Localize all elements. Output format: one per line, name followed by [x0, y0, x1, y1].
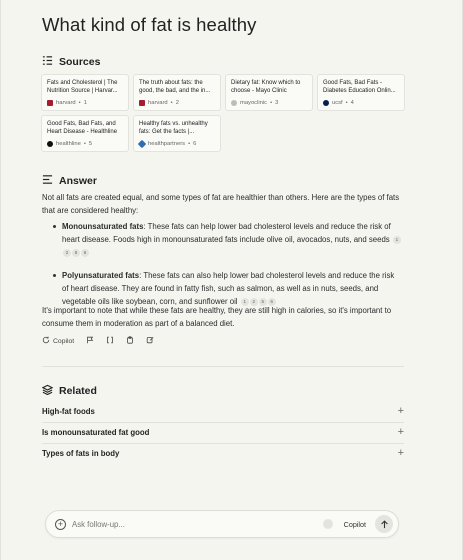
source-number: 4 [350, 100, 354, 106]
bullet-term: Polyunsaturated fats [62, 271, 140, 280]
clipboard-icon[interactable] [126, 336, 134, 346]
copilot-toggle[interactable] [323, 519, 333, 529]
related-item[interactable] [42, 442, 404, 464]
edit-icon[interactable] [146, 336, 154, 346]
layers-icon [42, 384, 53, 398]
ucsf-favicon-icon [323, 100, 329, 106]
add-attachment-icon[interactable]: + [55, 519, 66, 530]
harvard-favicon-icon [47, 100, 53, 106]
related-item[interactable] [42, 421, 404, 443]
related-item-label: Is monounsaturated fat good [42, 427, 150, 437]
healthpartners-favicon-icon [138, 140, 146, 148]
citation-badge[interactable]: 2 [250, 298, 258, 306]
source-card[interactable] [41, 115, 129, 152]
source-title: Healthy fats vs. unhealthy fats: Get the facts |... [139, 121, 208, 135]
source-site: healthpartners [148, 141, 186, 147]
answer-icon [42, 174, 53, 188]
refresh-icon [42, 336, 50, 346]
source-card[interactable] [317, 74, 405, 111]
arrow-up-icon [380, 520, 389, 529]
answer-heading [42, 174, 97, 188]
section-divider [42, 366, 404, 367]
source-number: 6 [193, 141, 197, 147]
bullet-term: Monounsaturated fats [62, 222, 144, 231]
answer-outro: It's important to note that while these fats are healthy, they are still high in calories, so it's important to consume them in moderation as part of a balanced diet. [42, 306, 392, 328]
answer-bullets [53, 220, 401, 308]
brackets-icon[interactable] [106, 336, 114, 346]
citation-badge[interactable]: 2 [63, 249, 71, 257]
flag-icon[interactable] [86, 336, 94, 346]
sources-icon [42, 55, 53, 69]
source-site: mayoclinic [240, 100, 268, 106]
source-number: 1 [83, 100, 87, 106]
related-item[interactable] [42, 400, 404, 422]
source-title: The truth about fats: the good, the bad, and the in... [139, 80, 211, 94]
ask-followup-input[interactable]: Ask follow-up... [72, 519, 125, 529]
citation-badge[interactable]: 5 [259, 298, 267, 306]
harvard-favicon-icon [139, 100, 145, 106]
citation-badge[interactable]: 6 [268, 298, 276, 306]
answer-intro: Not all fats are created equal, and some types of fat are healthier than others. Here are the types of fats that are considered healthy: [42, 193, 400, 215]
source-card[interactable] [133, 74, 221, 111]
citation-badge[interactable]: 1 [393, 236, 401, 244]
source-number: 5 [88, 141, 93, 147]
ask-followup-bar [45, 510, 399, 538]
plus-icon: + [397, 426, 404, 438]
answer-actions [42, 336, 154, 346]
sources-heading [42, 55, 100, 69]
citation-badge[interactable]: 5 [72, 249, 80, 257]
source-meta: healthpartners • 6 [139, 141, 215, 147]
source-meta: mayoclinic • 3 [231, 100, 307, 106]
plus-icon: + [397, 447, 404, 459]
answer-bullet [53, 220, 401, 259]
related-heading-label: Related [59, 385, 97, 397]
source-card[interactable] [225, 74, 313, 111]
answer-heading-label: Answer [59, 175, 97, 187]
bullet-text: : These fats can help lower bad cholesterol levels and reduce the risk of heart disease. Foods high in monounsaturated fats include olive oil, avocados, nuts, and seeds [62, 222, 391, 244]
healthline-favicon-icon [47, 141, 53, 147]
copilot-toggle-label: Copilot [343, 519, 366, 529]
source-title: Fats and Cholesterol | The Nutrition Source | Harvar... [47, 80, 118, 94]
sources-grid [41, 74, 405, 152]
citation-badge[interactable]: 6 [81, 249, 89, 257]
source-number: 3 [275, 100, 279, 106]
source-site: ucsf [332, 100, 343, 106]
source-title: Good Fats, Bad Fats, and Heart Disease - Healthline [47, 121, 118, 135]
bullet-text: : These fats can also help lower bad cholesterol levels and reduce the risk of heart disease. They are found in fatty fish, such as salmon, as well as in nuts, seeds, and vegetable oils like soybean, corn, and sunflower oil [62, 271, 395, 306]
source-meta: harvard • 1 [47, 100, 123, 106]
plus-icon: + [397, 405, 404, 417]
related-item-label: Types of fats in body [42, 448, 120, 458]
sources-heading-label: Sources [59, 56, 101, 68]
answer-bullet [53, 269, 401, 308]
source-meta: harvard • 2 [139, 100, 215, 106]
source-meta: healthline • 5 [47, 141, 123, 147]
related-item-label: High-fat foods [42, 406, 95, 416]
source-meta: ucsf • 4 [323, 100, 399, 106]
source-card[interactable] [133, 115, 221, 152]
source-title: Good Fats, Bad Fats - Diabetes Education Onlin... [323, 80, 396, 94]
send-button[interactable] [375, 515, 393, 533]
copilot-rewrite-button[interactable] [42, 336, 74, 346]
mayoclinic-favicon-icon [231, 100, 237, 106]
related-heading [42, 384, 97, 398]
page-title: What kind of fat is healthy [42, 14, 257, 35]
source-site: healthline [56, 141, 81, 147]
source-card[interactable] [41, 74, 129, 111]
citation-badge[interactable]: 1 [241, 298, 249, 306]
source-site: harvard [148, 100, 168, 106]
copilot-action-label: Copilot [53, 337, 75, 345]
source-title: Dietary fat: Know which to choose - Mayo Clinic [231, 80, 301, 94]
source-site: harvard [56, 100, 76, 106]
source-number: 2 [175, 100, 179, 106]
